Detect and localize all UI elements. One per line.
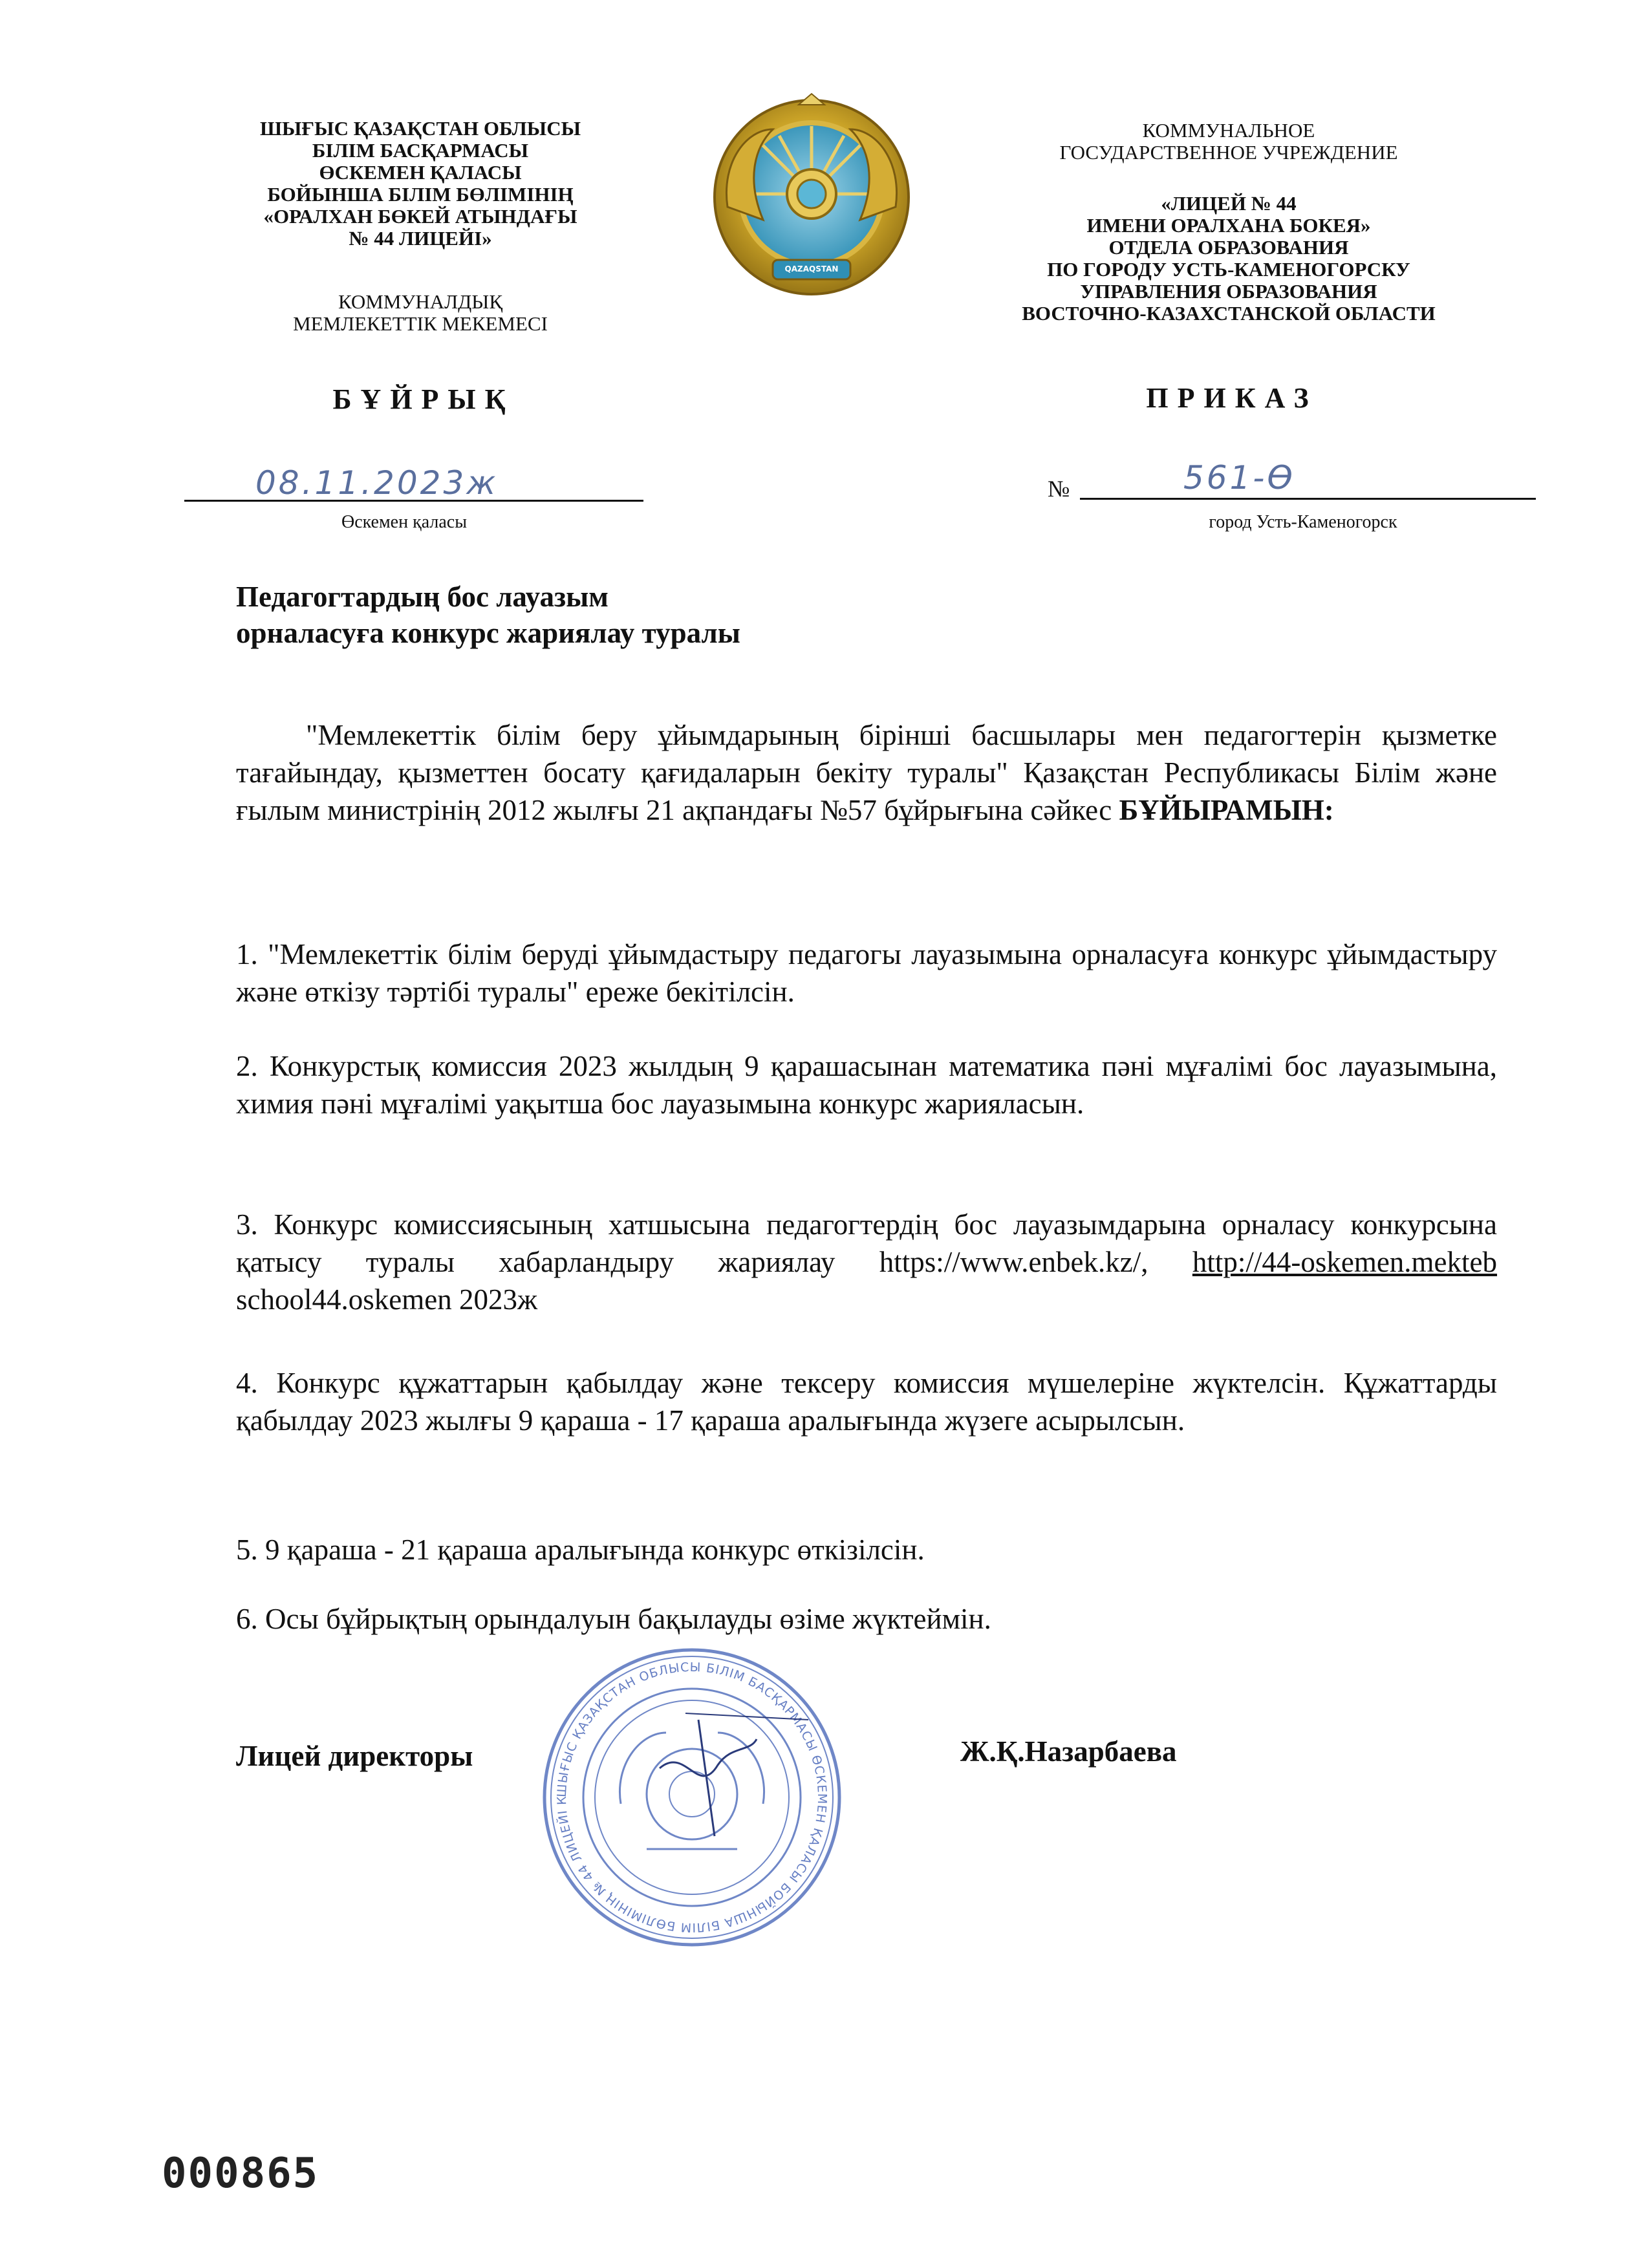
order-subject-line: Педагогтардың бос лауазым xyxy=(236,581,609,613)
official-stamp-icon xyxy=(537,1642,847,1952)
order-item-3-url-2[interactable]: http://44-oskemen.mekteb xyxy=(1192,1246,1498,1278)
order-item-3 xyxy=(236,1206,1497,1318)
order-item-5: 5. 9 қараша - 21 қараша аралығында конкурс өткізілсін. xyxy=(236,1534,925,1566)
city-ru: город Усть-Каменогорск xyxy=(1209,512,1397,532)
left-org-name xyxy=(162,118,679,250)
document-serial-number: 000865 xyxy=(162,2150,319,2198)
right-org-line: «ЛИЦЕЙ № 44 xyxy=(1161,192,1297,215)
right-org-type xyxy=(964,120,1494,164)
date-line xyxy=(184,500,643,502)
right-org-line: УПРАВЛЕНИЯ ОБРАЗОВАНИЯ xyxy=(1080,280,1377,303)
order-item-1: 1. "Мемлекеттік білім беруді ұйымдастыру педагогы лауазымына орналасуға конкурс ұйымдастыру және өткізу тәртібі туралы" ереже бекітілсін. xyxy=(236,938,1497,1008)
order-item-3-text: 3. Конкурс комиссиясының хатшысына педагогтердің бос лауазымдарына орналасу конкурсына қатысу туралы хабарландыру жариялау xyxy=(236,1208,1497,1278)
right-org-name xyxy=(964,193,1494,325)
left-org-line: ШЫҒЫС ҚАЗАҚСТАН ОБЛЫСЫ xyxy=(259,117,581,140)
state-emblem xyxy=(702,91,921,310)
order-item-3-url-1[interactable]: https://www.enbek.kz/, xyxy=(879,1246,1148,1278)
left-org-type-line: МЕМЛЕКЕТТІК МЕКЕМЕСІ xyxy=(293,312,548,335)
left-org-type-line: КОММУНАЛДЫҚ xyxy=(338,290,503,313)
city-kz: Өскемен қаласы xyxy=(341,512,468,532)
left-org-line: № 44 ЛИЦЕЙІ» xyxy=(349,227,492,250)
order-item-2: 2. Конкурстық комиссия 2023 жылдың 9 қарашасынан математика пәні мұғалімі бос лауазымына, химия пәні мұғалімі уақытша бос лауазымына конкурс жарияласын. xyxy=(236,1050,1497,1120)
left-org-line: ӨСКЕМЕН ҚАЛАСЫ xyxy=(319,161,522,184)
signatory-name: Ж.Қ.Назарбаева xyxy=(960,1735,1177,1768)
official-stamp xyxy=(537,1642,847,1952)
date-handwritten: 08.11.2023ж xyxy=(255,464,499,502)
left-org-line: «ОРАЛХАН БӨКЕЙ АТЫНДАҒЫ xyxy=(263,205,577,228)
number-line xyxy=(1080,498,1536,500)
order-item-6: 6. Осы бұйрықтың орындалуын бақылауды өзіме жүктеймін. xyxy=(236,1603,991,1635)
left-org-line: БІЛІМ БАСҚАРМАСЫ xyxy=(312,139,529,162)
svg-text:ШЫҒЫС ҚАЗАҚСТАН ОБЛЫСЫ БІЛІМ Б xyxy=(537,1642,829,1934)
preamble xyxy=(236,716,1497,829)
signatory-position: Лицей директоры xyxy=(236,1740,473,1772)
preamble-emphasis: БҰЙЫРАМЫН: xyxy=(1119,794,1334,826)
emblem-label: QAZAQSTAN xyxy=(784,264,839,273)
doc-type-kz: БҰЙРЫҚ xyxy=(332,383,515,415)
order-subject-line: орналасуға конкурс жариялау туралы xyxy=(236,617,740,649)
order-item-4: 4. Конкурс құжаттарын қабылдау және тексеру комиссия мүшелеріне жүктелсін. Құжаттарды қабылдау 2023 жылғы 9 қараша - 17 қараша аралығында жүзеге асырылсын. xyxy=(236,1367,1497,1437)
right-org-line: ОТДЕЛА ОБРАЗОВАНИЯ xyxy=(1108,236,1349,259)
stamp-ring-text: ШЫҒЫС ҚАЗАҚСТАН ОБЛЫСЫ БІЛІМ БАСҚАРМАСЫ ӨСКЕМЕН ҚАЛАСЫ БОЙЫНША БІЛІМ БӨЛІМІНІҢ № 44 ЛИЦЕЙІ К xyxy=(554,1660,830,1935)
right-org-line: ИМЕНИ ОРАЛХАНА БОКЕЯ» xyxy=(1086,214,1371,237)
left-org-type xyxy=(162,291,679,335)
preamble-text: "Мемлекеттік білім беру ұйымдарының бірінші басшылары мен педагогтерін қызметке тағайындау, қызметтен босату қағидаларын бекіту туралы" Қазақстан Республикасы Білім және ғылым министрінің 2012 жылғы 21 ақпандағы №57 бұйрығына сәйкес xyxy=(236,719,1497,826)
right-org-type-line: КОММУНАЛЬНОЕ xyxy=(1142,119,1315,142)
doc-type-ru: ПРИКАЗ xyxy=(1146,382,1318,414)
left-org-line: БОЙЫНША БІЛІМ БӨЛІМІНІҢ xyxy=(267,183,574,206)
right-org-type-line: ГОСУДАРСТВЕННОЕ УЧРЕЖДЕНИЕ xyxy=(1059,141,1398,164)
number-handwritten: 561-Ө xyxy=(1183,459,1295,497)
right-org-line: ВОСТОЧНО-КАЗАХСТАНСКОЙ ОБЛАСТИ xyxy=(1022,302,1436,325)
order-subject xyxy=(236,579,740,651)
order-item-3-tail: school44.oskemen 2023ж xyxy=(236,1283,538,1316)
number-label: № xyxy=(1048,476,1070,502)
state-emblem-icon xyxy=(702,91,921,310)
right-org-line: ПО ГОРОДУ УСТЬ-КАМЕНОГОРСКУ xyxy=(1047,258,1410,281)
